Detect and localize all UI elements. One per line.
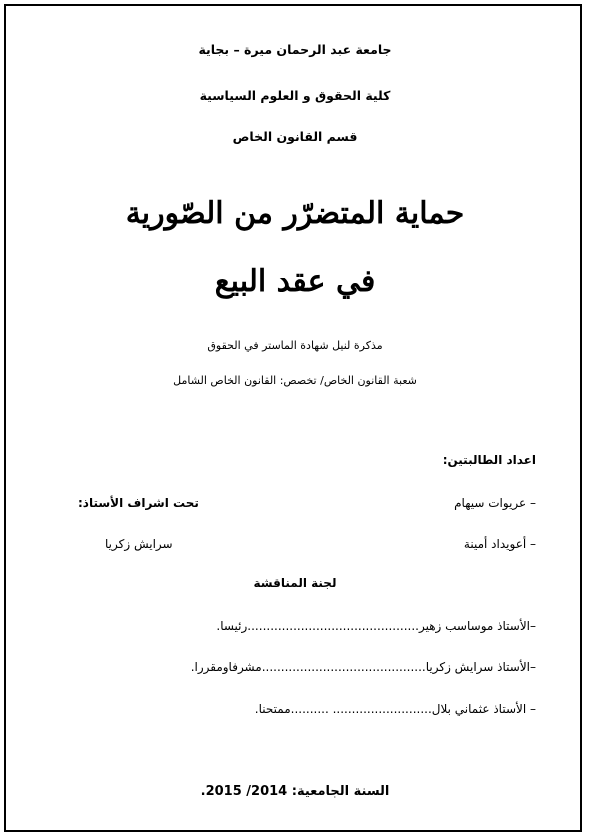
committee-row-3 — [56, 702, 536, 716]
student-2: – أعويداد أمينة — [463, 537, 536, 551]
committee-member-role: ...رئيسا. — [216, 619, 259, 633]
students-label: اعداد الطالبتين: — [442, 453, 536, 467]
thesis-title-line2: في عقد البيع — [214, 264, 376, 299]
university-name: جامعة عبد الرحمان ميرة – بجاية — [198, 42, 392, 57]
committee-member-role: مشرفاومقررا. — [190, 660, 262, 674]
faculty-name: كلية الحقوق و العلوم السياسية — [199, 88, 391, 103]
committee-member-name: –الأستاذ موساسب زهير — [418, 619, 536, 633]
thesis-title-line1: حماية المتضرّر من الصّورية — [125, 196, 465, 231]
supervisor-name: سرايش زكريا — [105, 537, 173, 551]
committee-row-1 — [56, 619, 536, 633]
committee-dots: .......................... .......... — [290, 702, 432, 716]
supervisor-label: تحت اشراف الأستاذ: — [78, 496, 199, 510]
specialty-description: شعبة القانون الخاص/ تخصص: القانون الخاص الشامل — [173, 374, 417, 387]
committee-dots: .......................................... — [258, 619, 419, 633]
academic-year: السنة الجامعية: 2014/ 2015. — [200, 784, 390, 799]
committee-member-name: –الأستاذ سرايش زكريا — [425, 660, 536, 674]
committee-member-role: ممتحنا. — [254, 702, 291, 716]
degree-description: مذكرة لنيل شهادة الماستر في الحقوق — [207, 339, 383, 352]
committee-member-name: – الأستاذ عثماني بلال — [431, 702, 536, 716]
committee-dots: ........................................... — [261, 660, 426, 674]
department-name: قسم القانون الخاص — [232, 129, 358, 144]
committee-row-2 — [56, 660, 536, 674]
student-1: – عريوات سيهام — [454, 496, 536, 510]
committee-title: لجنة المناقشة — [253, 576, 337, 590]
